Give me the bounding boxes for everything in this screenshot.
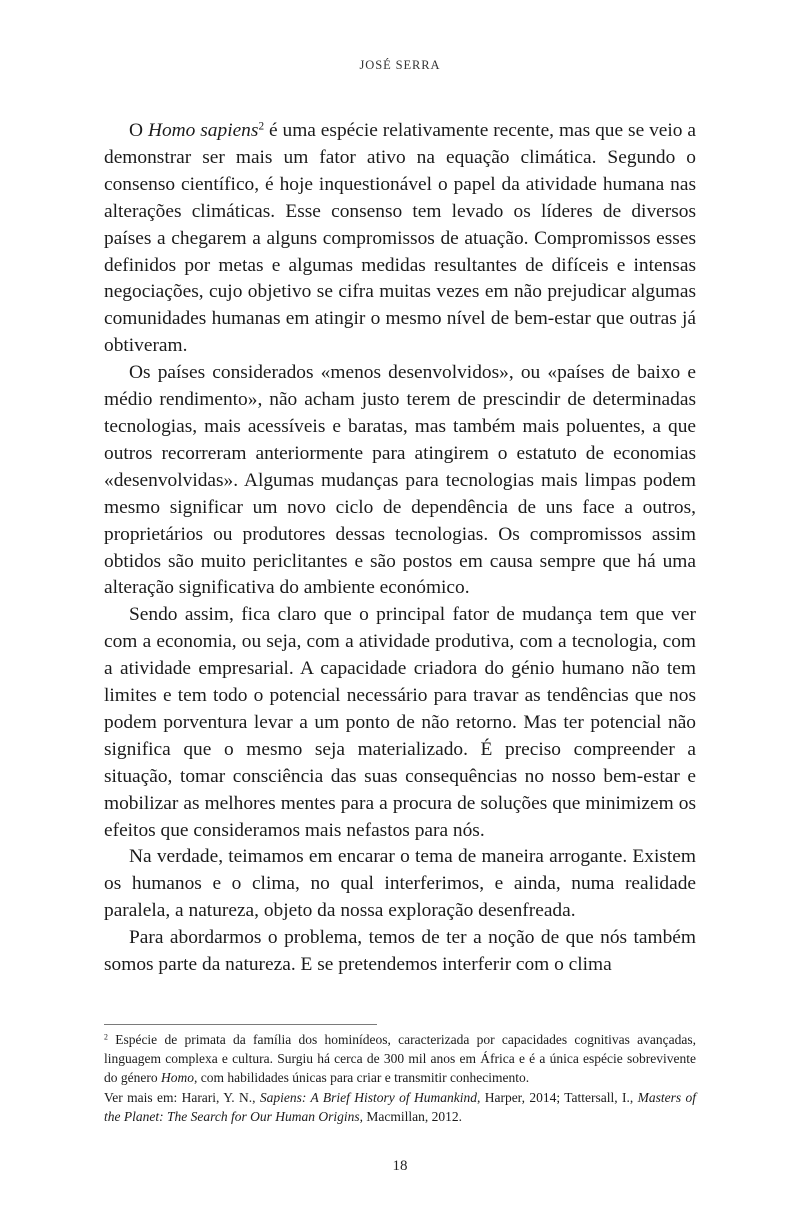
- paragraph-1-start: O: [129, 120, 148, 141]
- paragraph-2: Os países considerados «menos desenvolvidos», ou «países de baixo e médio rendimento», não acham justo terem de prescindir de determinadas tecnologias, mais acessíveis e baratas, mas também mais poluentes, a que outros recorreram anteriormente para atingirem o estatuto de economias «desenvolvidas». Algumas mudanças para tecnologias mais limpas podem mesmo significar um novo ciclo de dependência de uns face a outros, proprietários ou produtores dessas tecnologias. Os compromissos assim obtidos são muito periclitantes e são postos em causa sempre que há uma alteração significativa do ambiente económico.: [104, 362, 696, 599]
- body-text: [104, 118, 696, 979]
- ref-2-title: Masters of the Planet: The Search for Our Human Origins: [104, 1089, 697, 1124]
- paragraph-1: [104, 118, 696, 360]
- footnote-homo: Homo: [160, 1070, 194, 1086]
- footnote-marker[interactable]: 2: [258, 120, 265, 133]
- footnote-text-b: , com habilidades únicas para criar e transmitir conhecimento.: [193, 1070, 530, 1086]
- homo-sapiens-term: Homo sapiens: [147, 120, 259, 141]
- paragraph-3: Sendo assim, fica claro que o principal fator de mudança tem que ver com a economia, ou seja, com a atividade produtiva, com a tecnologia, com a atividade empresarial. A capacidade criadora do génio humano não tem limites e tem todo o potencial necessário para travar as tendências que nos podem porventura levar a um ponto de não retorno. Mas ter potencial não significa que o mesmo seja materializado. É preciso compreender a situação, tomar consciência das suas consequências no nosso bem-estar e mobilizar as melhores mentes para a procura de soluções que minimizem os efeitos que consideramos mais nefastos para nós.: [104, 604, 696, 841]
- paragraph-4: Na verdade, teimamos em encarar o tema de maneira arrogante. Existem os humanos e o clima, no qual interferimos, e ainda, numa realidade paralela, a natureza, objeto da nossa exploração desenfreada.: [104, 846, 696, 922]
- footnote-number: 2: [104, 1032, 108, 1042]
- ref-2-rest: , Macmillan, 2012.: [359, 1108, 462, 1124]
- footnote-references: [104, 1088, 696, 1126]
- ref-1-title: Sapiens: A Brief History of Humankind: [259, 1089, 477, 1105]
- footnote-separator: [104, 1024, 377, 1025]
- footnotes: [104, 1030, 696, 1126]
- refs-intro: Ver mais em: Harari, Y. N.,: [104, 1089, 260, 1105]
- ref-1-rest: , Harper, 2014; Tattersall, I.,: [476, 1089, 638, 1105]
- paragraph-1-rest: é uma espécie relativamente recente, mas que se veio a demonstrar ser mais um fator ativo na equação climática. Segundo o consenso científico, é hoje inquestionável o papel da atividade humana nas alterações climáticas. Esse consenso tem levado os líderes de diversos países a chegarem a alguns compromissos de atuação. Compromissos esses definidos por metas e algumas medidas resultantes de difíceis e intensas negociações, cujo objetivo se cifra muitas vezes em não prejudicar algumas comunidades humanas em atingir o mesmo nível de bem-estar que outras já obtiveram.: [104, 120, 697, 357]
- footnote-text-a: Espécie de primata da família dos hominídeos, caracterizada por capacidades cognitivas avançadas, linguagem complexa e cultura. Surgiu há cerca de 300 mil anos em África e é a única espécie sobrevivente do género: [104, 1032, 696, 1086]
- paragraph-5: Para abordarmos o problema, temos de ter a noção de que nós também somos parte da natureza. E se pretendemos interferir com o clima: [104, 927, 696, 976]
- running-head: JOSÉ SERRA: [359, 58, 441, 72]
- page-number: 18: [392, 1158, 408, 1174]
- footnote-2: [104, 1030, 696, 1088]
